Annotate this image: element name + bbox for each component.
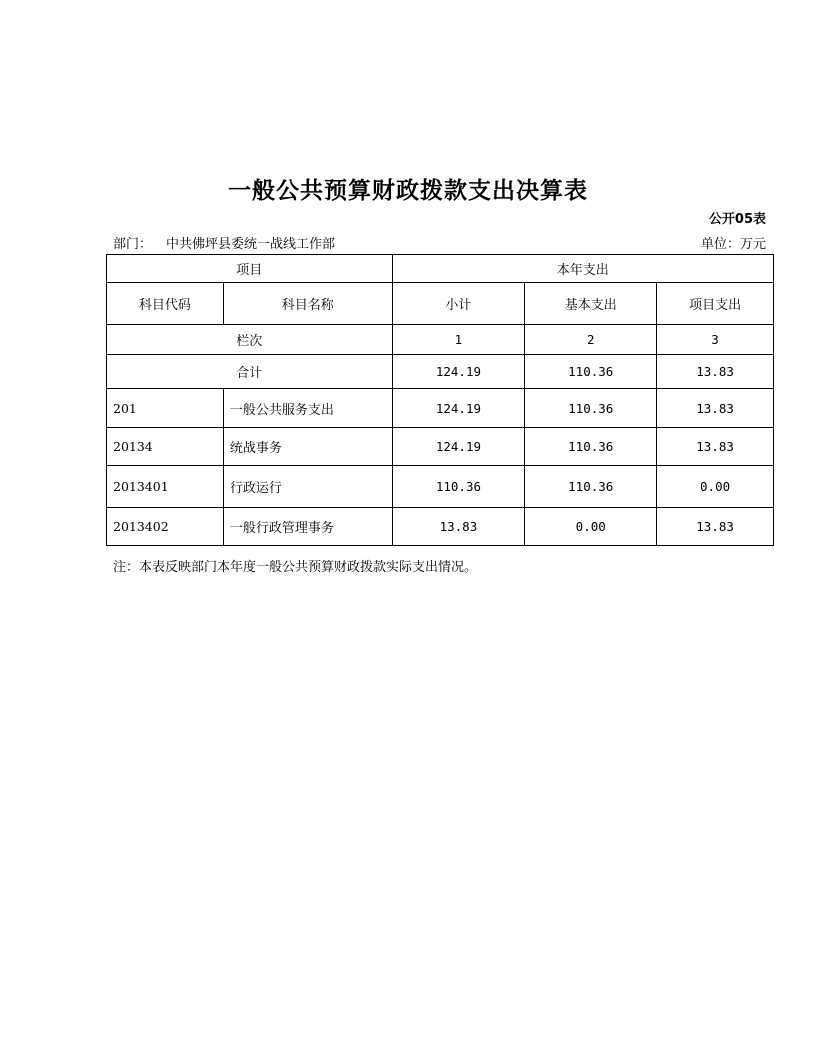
total-row [107,355,774,389]
subject-code: 201 [107,389,224,428]
column-order-row [107,325,774,355]
subtotal-value: 124.19 [392,428,525,466]
column-order-3: 3 [657,325,774,355]
header-subtotal: 小计 [392,283,525,325]
table-row [107,389,774,428]
basic-value: 110.36 [525,466,657,508]
expenditure-table [106,254,774,546]
header-subject-name: 科目名称 [223,283,392,325]
department-line [113,233,335,252]
header-current-year: 本年支出 [392,255,773,283]
table-note: 注：本表反映部门本年度一般公共预算财政拨款实际支出情况。 [113,560,478,575]
total-label: 合计 [107,355,393,389]
column-order-2: 2 [525,325,657,355]
subject-code: 2013402 [107,508,224,546]
project-value: 13.83 [657,428,774,466]
page-title: 一般公共预算财政拨款支出决算表 [228,178,588,204]
header-basic: 基本支出 [525,283,657,325]
project-value: 0.00 [657,466,774,508]
total-basic: 110.36 [525,355,657,389]
header-row-1 [107,255,774,283]
department-name: 中共佛坪县委统一战线工作部 [166,237,336,252]
header-row-2 [107,283,774,325]
form-code: 公开05表 [708,212,766,227]
basic-value: 110.36 [525,428,657,466]
subject-name: 一般行政管理事务 [223,508,392,546]
column-order-1: 1 [392,325,525,355]
header-subject-code: 科目代码 [107,283,224,325]
total-project: 13.83 [657,355,774,389]
table-row [107,508,774,546]
project-value: 13.83 [657,389,774,428]
subject-name: 行政运行 [223,466,392,508]
subtotal-value: 124.19 [392,389,525,428]
subtotal-value: 13.83 [392,508,525,546]
subject-code: 20134 [107,428,224,466]
table-row [107,466,774,508]
project-value: 13.83 [657,508,774,546]
column-order-label: 栏次 [107,325,393,355]
basic-value: 0.00 [525,508,657,546]
total-subtotal: 124.19 [392,355,525,389]
header-project: 项目 [107,255,393,283]
subject-name: 一般公共服务支出 [223,389,392,428]
header-project-expense: 项目支出 [657,283,774,325]
subject-code: 2013401 [107,466,224,508]
basic-value: 110.36 [525,389,657,428]
unit-label: 单位：万元 [700,237,766,252]
table-row [107,428,774,466]
subject-name: 统战事务 [223,428,392,466]
subtotal-value: 110.36 [392,466,525,508]
department-label: 部门： [113,237,153,252]
